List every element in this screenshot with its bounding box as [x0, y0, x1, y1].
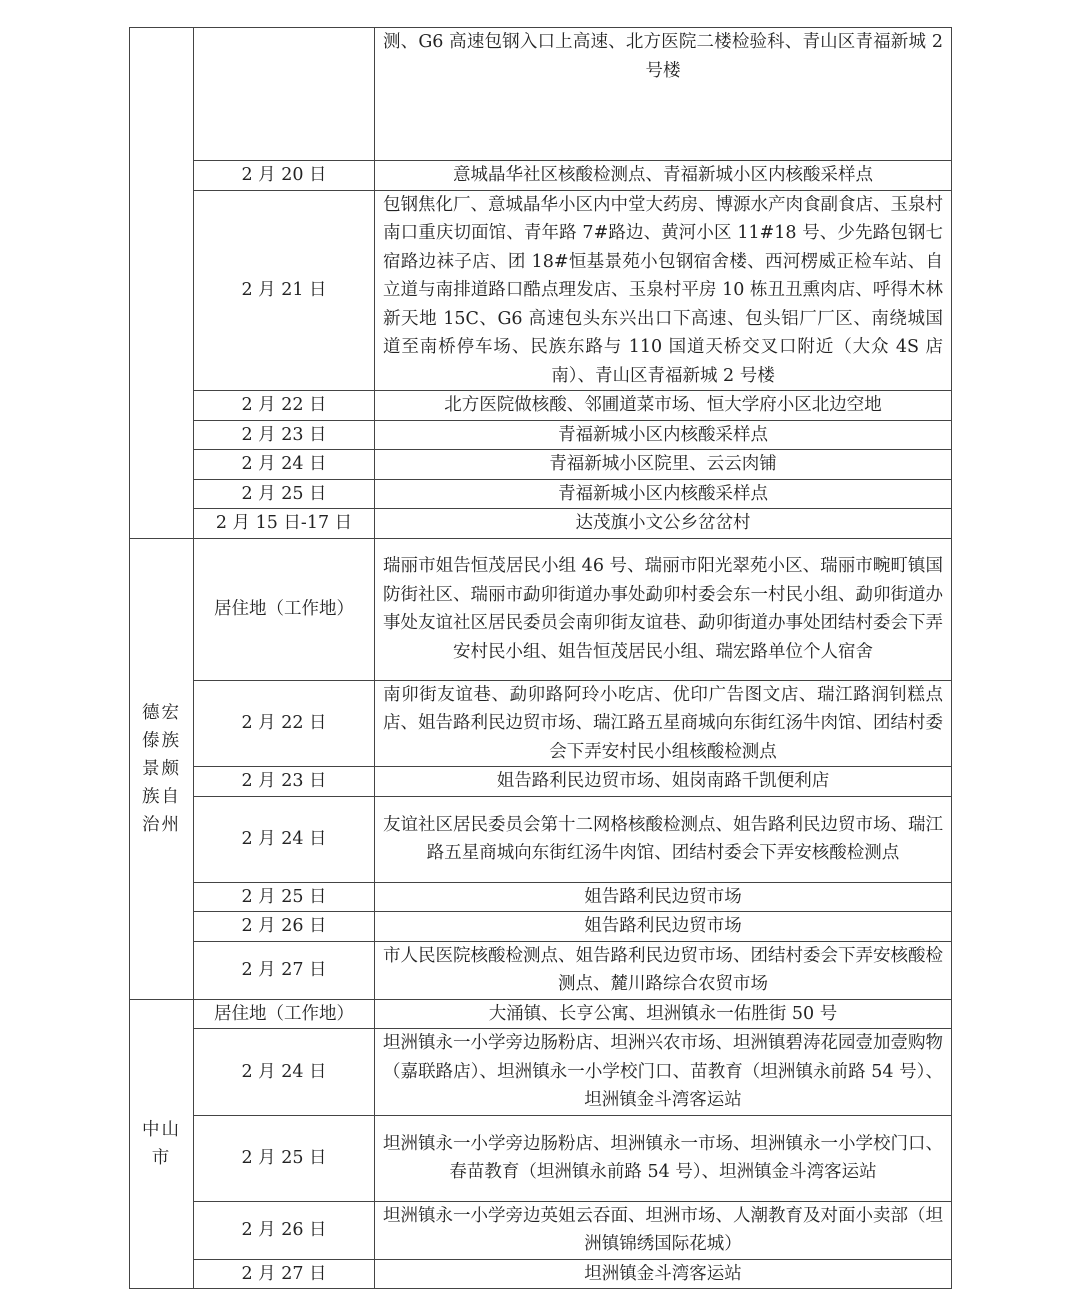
- date-cell: 2 月 27 日: [194, 1259, 375, 1289]
- places-cell: 市人民医院核酸检测点、姐告路利民边贸市场、团结村委会下弄安核酸检测点、麓川路综合农贸市场: [375, 941, 952, 999]
- places-cell: 青福新城小区院里、云云肉铺: [375, 450, 952, 480]
- places-cell: 大涌镇、长亨公寓、坦洲镇永一佑胜街 50 号: [375, 999, 952, 1029]
- date-cell: [194, 28, 375, 161]
- date-cell: 居住地（工作地）: [194, 999, 375, 1029]
- table-row: [130, 1201, 952, 1259]
- date-cell: 2 月 25 日: [194, 479, 375, 509]
- places-cell: 坦洲镇永一小学旁边肠粉店、坦洲镇永一市场、坦洲镇永一小学校门口、春苗教育（坦洲镇永前路 54 号）、坦洲镇金斗湾客运站: [375, 1115, 952, 1201]
- places-cell: 达茂旗小文公乡岔岔村: [375, 509, 952, 539]
- table-row: [130, 479, 952, 509]
- region-cell: 中山市: [130, 999, 194, 1289]
- table-row: [130, 538, 952, 680]
- date-cell: 2 月 24 日: [194, 450, 375, 480]
- region-cell: [130, 28, 194, 539]
- places-cell: 青福新城小区内核酸采样点: [375, 420, 952, 450]
- table-row: [130, 1259, 952, 1289]
- date-cell: 2 月 25 日: [194, 882, 375, 912]
- date-cell: 2 月 24 日: [194, 796, 375, 882]
- date-cell: 2 月 20 日: [194, 161, 375, 191]
- table-row: [130, 190, 952, 391]
- table-row: [130, 767, 952, 797]
- date-cell: 2 月 23 日: [194, 767, 375, 797]
- places-cell: 青福新城小区内核酸采样点: [375, 479, 952, 509]
- places-cell: 北方医院做核酸、邻圃道菜市场、恒大学府小区北边空地: [375, 391, 952, 421]
- places-cell: 友谊社区居民委员会第十二网格核酸检测点、姐告路利民边贸市场、瑞江路五星商城向东街红汤牛肉馆、团结村委会下弄安核酸检测点: [375, 796, 952, 882]
- date-cell: 2 月 26 日: [194, 1201, 375, 1259]
- table-row: [130, 680, 952, 767]
- table-row: [130, 509, 952, 539]
- places-cell: 坦洲镇永一小学旁边英姐云吞面、坦洲市场、人潮教育及对面小卖部（坦洲镇锦绣国际花城）: [375, 1201, 952, 1259]
- table-row: [130, 420, 952, 450]
- table-row: [130, 882, 952, 912]
- places-cell: 姐告路利民边贸市场、姐岗南路千凯便利店: [375, 767, 952, 797]
- itinerary-table: [129, 27, 952, 1289]
- document-page: [129, 27, 951, 1289]
- places-cell: 南卯街友谊巷、勐卯路阿玲小吃店、优印广告图文店、瑞江路润钊糕点店、姐告路利民边贸市场、瑞江路五星商城向东街红汤牛肉馆、团结村委会下弄安村民小组核酸检测点: [375, 680, 952, 767]
- places-cell: 姐告路利民边贸市场: [375, 912, 952, 942]
- table-row: [130, 391, 952, 421]
- places-cell: 意城晶华社区核酸检测点、青福新城小区内核酸采样点: [375, 161, 952, 191]
- table-row: [130, 450, 952, 480]
- table-row: [130, 28, 952, 161]
- table-row: [130, 161, 952, 191]
- places-cell: 包钢焦化厂、意城晶华小区内中堂大药房、博源水产肉食副食店、玉泉村南口重庆切面馆、青年路 7#路边、黄河小区 11#18 号、少先路包钢七宿路边袜子店、团 18#恒基景苑小包钢宿舍楼、西河楞威正检车站、自立道与南排道路口酷点理发店、玉泉村平房 10 栋丑丑熏肉店、呼得木林新天地 15C、G6 高速包头东兴出口下高速、包头铝厂厂区、南绕城国道至南桥停车场、民族东路与 110 国道天桥交叉口附近（大众 4S 店南）、青山区青福新城 2 号楼: [375, 190, 952, 391]
- date-cell: 2 月 26 日: [194, 912, 375, 942]
- date-cell: 2 月 24 日: [194, 1029, 375, 1116]
- places-cell: 瑞丽市姐告恒茂居民小组 46 号、瑞丽市阳光翠苑小区、瑞丽市畹町镇国防街社区、瑞丽市勐卯街道办事处勐卯村委会东一村民小组、勐卯街道办事处友谊社区居民委员会南卯街友谊巷、勐卯街道办事处团结村委会下弄安村民小组、姐告恒茂居民小组、瑞宏路单位个人宿舍: [375, 538, 952, 680]
- region-cell: 德宏傣族景颇族自治州: [130, 538, 194, 999]
- places-cell: 姐告路利民边贸市场: [375, 882, 952, 912]
- date-cell: 2 月 22 日: [194, 391, 375, 421]
- date-cell: 2 月 27 日: [194, 941, 375, 999]
- table-row: [130, 912, 952, 942]
- places-cell: 坦洲镇永一小学旁边肠粉店、坦洲兴农市场、坦洲镇碧涛花园壹加壹购物（嘉联路店）、坦洲镇永一小学校门口、苗教育（坦洲镇永前路 54 号）、坦洲镇金斗湾客运站: [375, 1029, 952, 1116]
- date-cell: 2 月 25 日: [194, 1115, 375, 1201]
- date-cell: 2 月 15 日-17 日: [194, 509, 375, 539]
- date-cell: 居住地（工作地）: [194, 538, 375, 680]
- table-row: [130, 796, 952, 882]
- date-cell: 2 月 23 日: [194, 420, 375, 450]
- table-row: [130, 941, 952, 999]
- places-cell: 坦洲镇金斗湾客运站: [375, 1259, 952, 1289]
- places-cell: 测、G6 高速包钢入口上高速、北方医院二楼检验科、青山区青福新城 2 号楼: [375, 28, 952, 161]
- date-cell: 2 月 22 日: [194, 680, 375, 767]
- date-cell: 2 月 21 日: [194, 190, 375, 391]
- table-row: [130, 1029, 952, 1116]
- table-row: [130, 999, 952, 1029]
- table-row: [130, 1115, 952, 1201]
